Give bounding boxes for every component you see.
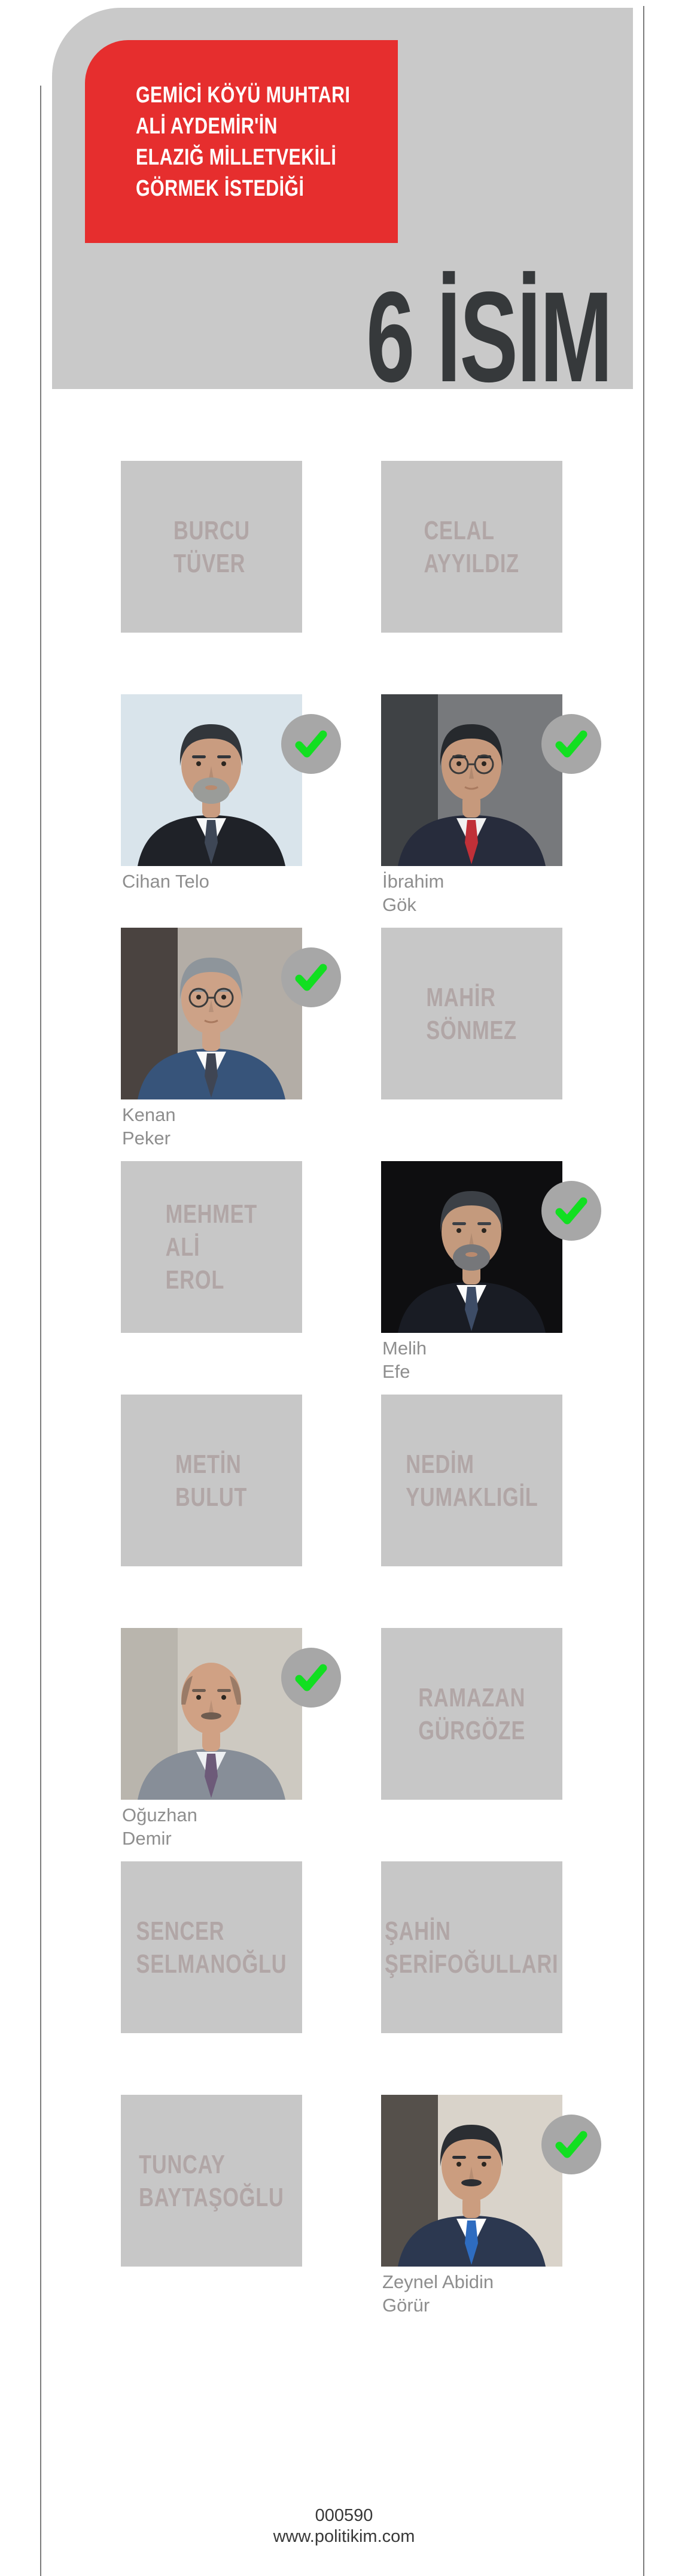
placeholder-name-line: RAMAZAN — [418, 1682, 525, 1712]
placeholder-name-text — [173, 514, 250, 580]
portrait-photo — [381, 1161, 562, 1333]
placeholder-name-line: METİN — [175, 1449, 242, 1479]
intro-text — [136, 80, 350, 204]
check-icon — [554, 728, 589, 760]
approved-check-badge — [541, 714, 601, 774]
person-card-placeholder — [121, 461, 302, 633]
portrait-photo — [381, 2095, 562, 2267]
person-name-line: Efe — [382, 1361, 410, 1382]
approved-check-badge — [281, 714, 341, 774]
placeholder-name-line: TUNCAY — [139, 2149, 226, 2179]
placeholder-name-line: GÜRGÖZE — [418, 1715, 525, 1745]
person-card-placeholder — [381, 461, 562, 633]
placeholder-name-text — [406, 1448, 538, 1514]
person-card-photo — [121, 928, 302, 1149]
footer-code: 000590 — [315, 2506, 373, 2525]
approved-check-badge — [541, 1181, 601, 1241]
placeholder-name-line: NEDİM — [405, 1449, 474, 1479]
person-name-line: Gök — [382, 894, 416, 915]
intro-line: ALİ AYDEMİR'İN — [136, 113, 278, 139]
placeholder-name-text — [427, 981, 517, 1047]
person-card-photo — [121, 694, 302, 892]
placeholder-name-text — [139, 2148, 284, 2214]
person-name-label — [122, 1803, 197, 1850]
person-name-label — [382, 870, 444, 916]
placeholder-name-line: BAYTAŞOĞLU — [139, 2182, 284, 2212]
placeholder-name-line: BULUT — [175, 1482, 248, 1512]
person-card-photo — [381, 694, 562, 915]
person-card-photo — [381, 1161, 562, 1382]
placeholder-name-line: YUMAKLIGİL — [405, 1482, 538, 1512]
check-icon — [294, 962, 328, 993]
person-name-line: Melih — [382, 1338, 427, 1359]
approved-check-badge — [281, 1648, 341, 1708]
person-name-line: Zeynel Abidin — [382, 2271, 494, 2292]
person-name-line: İbrahim — [382, 871, 445, 892]
person-card-placeholder — [121, 1161, 302, 1333]
person-name-label — [122, 870, 209, 893]
person-name-label — [122, 1103, 176, 1150]
person-name-line: Cihan Telo — [122, 871, 209, 892]
approved-check-badge — [281, 947, 341, 1007]
placeholder-name-line: BURCU — [173, 515, 250, 545]
placeholder-name-line: EROL — [165, 1265, 225, 1295]
right-border-line — [643, 6, 644, 2576]
person-name-label — [382, 1336, 427, 1383]
check-icon — [294, 728, 328, 760]
person-name-line: Oğuzhan — [122, 1805, 197, 1825]
intro-line: GÖRMEK İSTEDİĞİ — [136, 175, 305, 201]
placeholder-name-text — [385, 1915, 558, 1980]
placeholder-name-line: SELMANOĞLU — [136, 1949, 287, 1979]
person-card-placeholder — [381, 928, 562, 1099]
intro-line: ELAZIĞ MİLLETVEKİLİ — [136, 144, 337, 170]
intro-line: GEMİCİ KÖYÜ MUHTARI — [136, 82, 351, 108]
placeholder-name-line: CELAL — [424, 515, 495, 545]
approved-check-badge — [541, 2115, 601, 2174]
placeholder-name-text — [166, 1198, 257, 1296]
portrait-photo — [121, 1628, 302, 1800]
footer — [0, 2505, 688, 2547]
person-name-line: Demir — [122, 1828, 172, 1849]
placeholder-name-line: MAHİR — [426, 982, 497, 1012]
placeholder-name-text — [175, 1448, 247, 1514]
person-card-placeholder — [381, 1628, 562, 1800]
placeholder-name-line: MEHMET — [165, 1199, 258, 1229]
intro-red-box — [85, 40, 398, 243]
person-card-placeholder — [381, 1395, 562, 1566]
placeholder-name-line: TÜVER — [173, 548, 245, 578]
person-card-photo — [121, 1628, 302, 1849]
placeholder-name-line: SENCER — [136, 1916, 225, 1946]
person-card-placeholder — [381, 1861, 562, 2033]
placeholder-name-text — [136, 1915, 287, 1980]
portrait-photo — [121, 928, 302, 1099]
check-icon — [554, 2129, 589, 2160]
placeholder-name-line: AYYILDIZ — [424, 548, 520, 578]
placeholder-name-line: SÖNMEZ — [426, 1015, 517, 1045]
left-border-line — [40, 86, 41, 2576]
portrait-photo — [121, 694, 302, 866]
placeholder-name-line: ŞAHİN — [385, 1916, 451, 1946]
person-card-placeholder — [121, 1395, 302, 1566]
placeholder-name-text — [424, 514, 519, 580]
person-name-line: Kenan — [122, 1104, 176, 1125]
person-card-placeholder — [121, 1861, 302, 2033]
person-name-label — [382, 2270, 494, 2317]
check-icon — [554, 1195, 589, 1226]
check-icon — [294, 1662, 328, 1693]
portrait-photo — [381, 694, 562, 866]
placeholder-name-text — [418, 1681, 525, 1747]
person-card-photo — [381, 2095, 562, 2316]
person-name-line: Peker — [122, 1128, 171, 1149]
person-name-line: Görür — [382, 2295, 430, 2316]
page-title: 6 İSİM — [366, 265, 612, 409]
footer-site: www.politikim.com — [273, 2527, 415, 2546]
placeholder-name-line: ŞERİFOĞULLARI — [385, 1949, 559, 1979]
person-card-placeholder — [121, 2095, 302, 2267]
placeholder-name-line: ALİ — [165, 1232, 200, 1262]
